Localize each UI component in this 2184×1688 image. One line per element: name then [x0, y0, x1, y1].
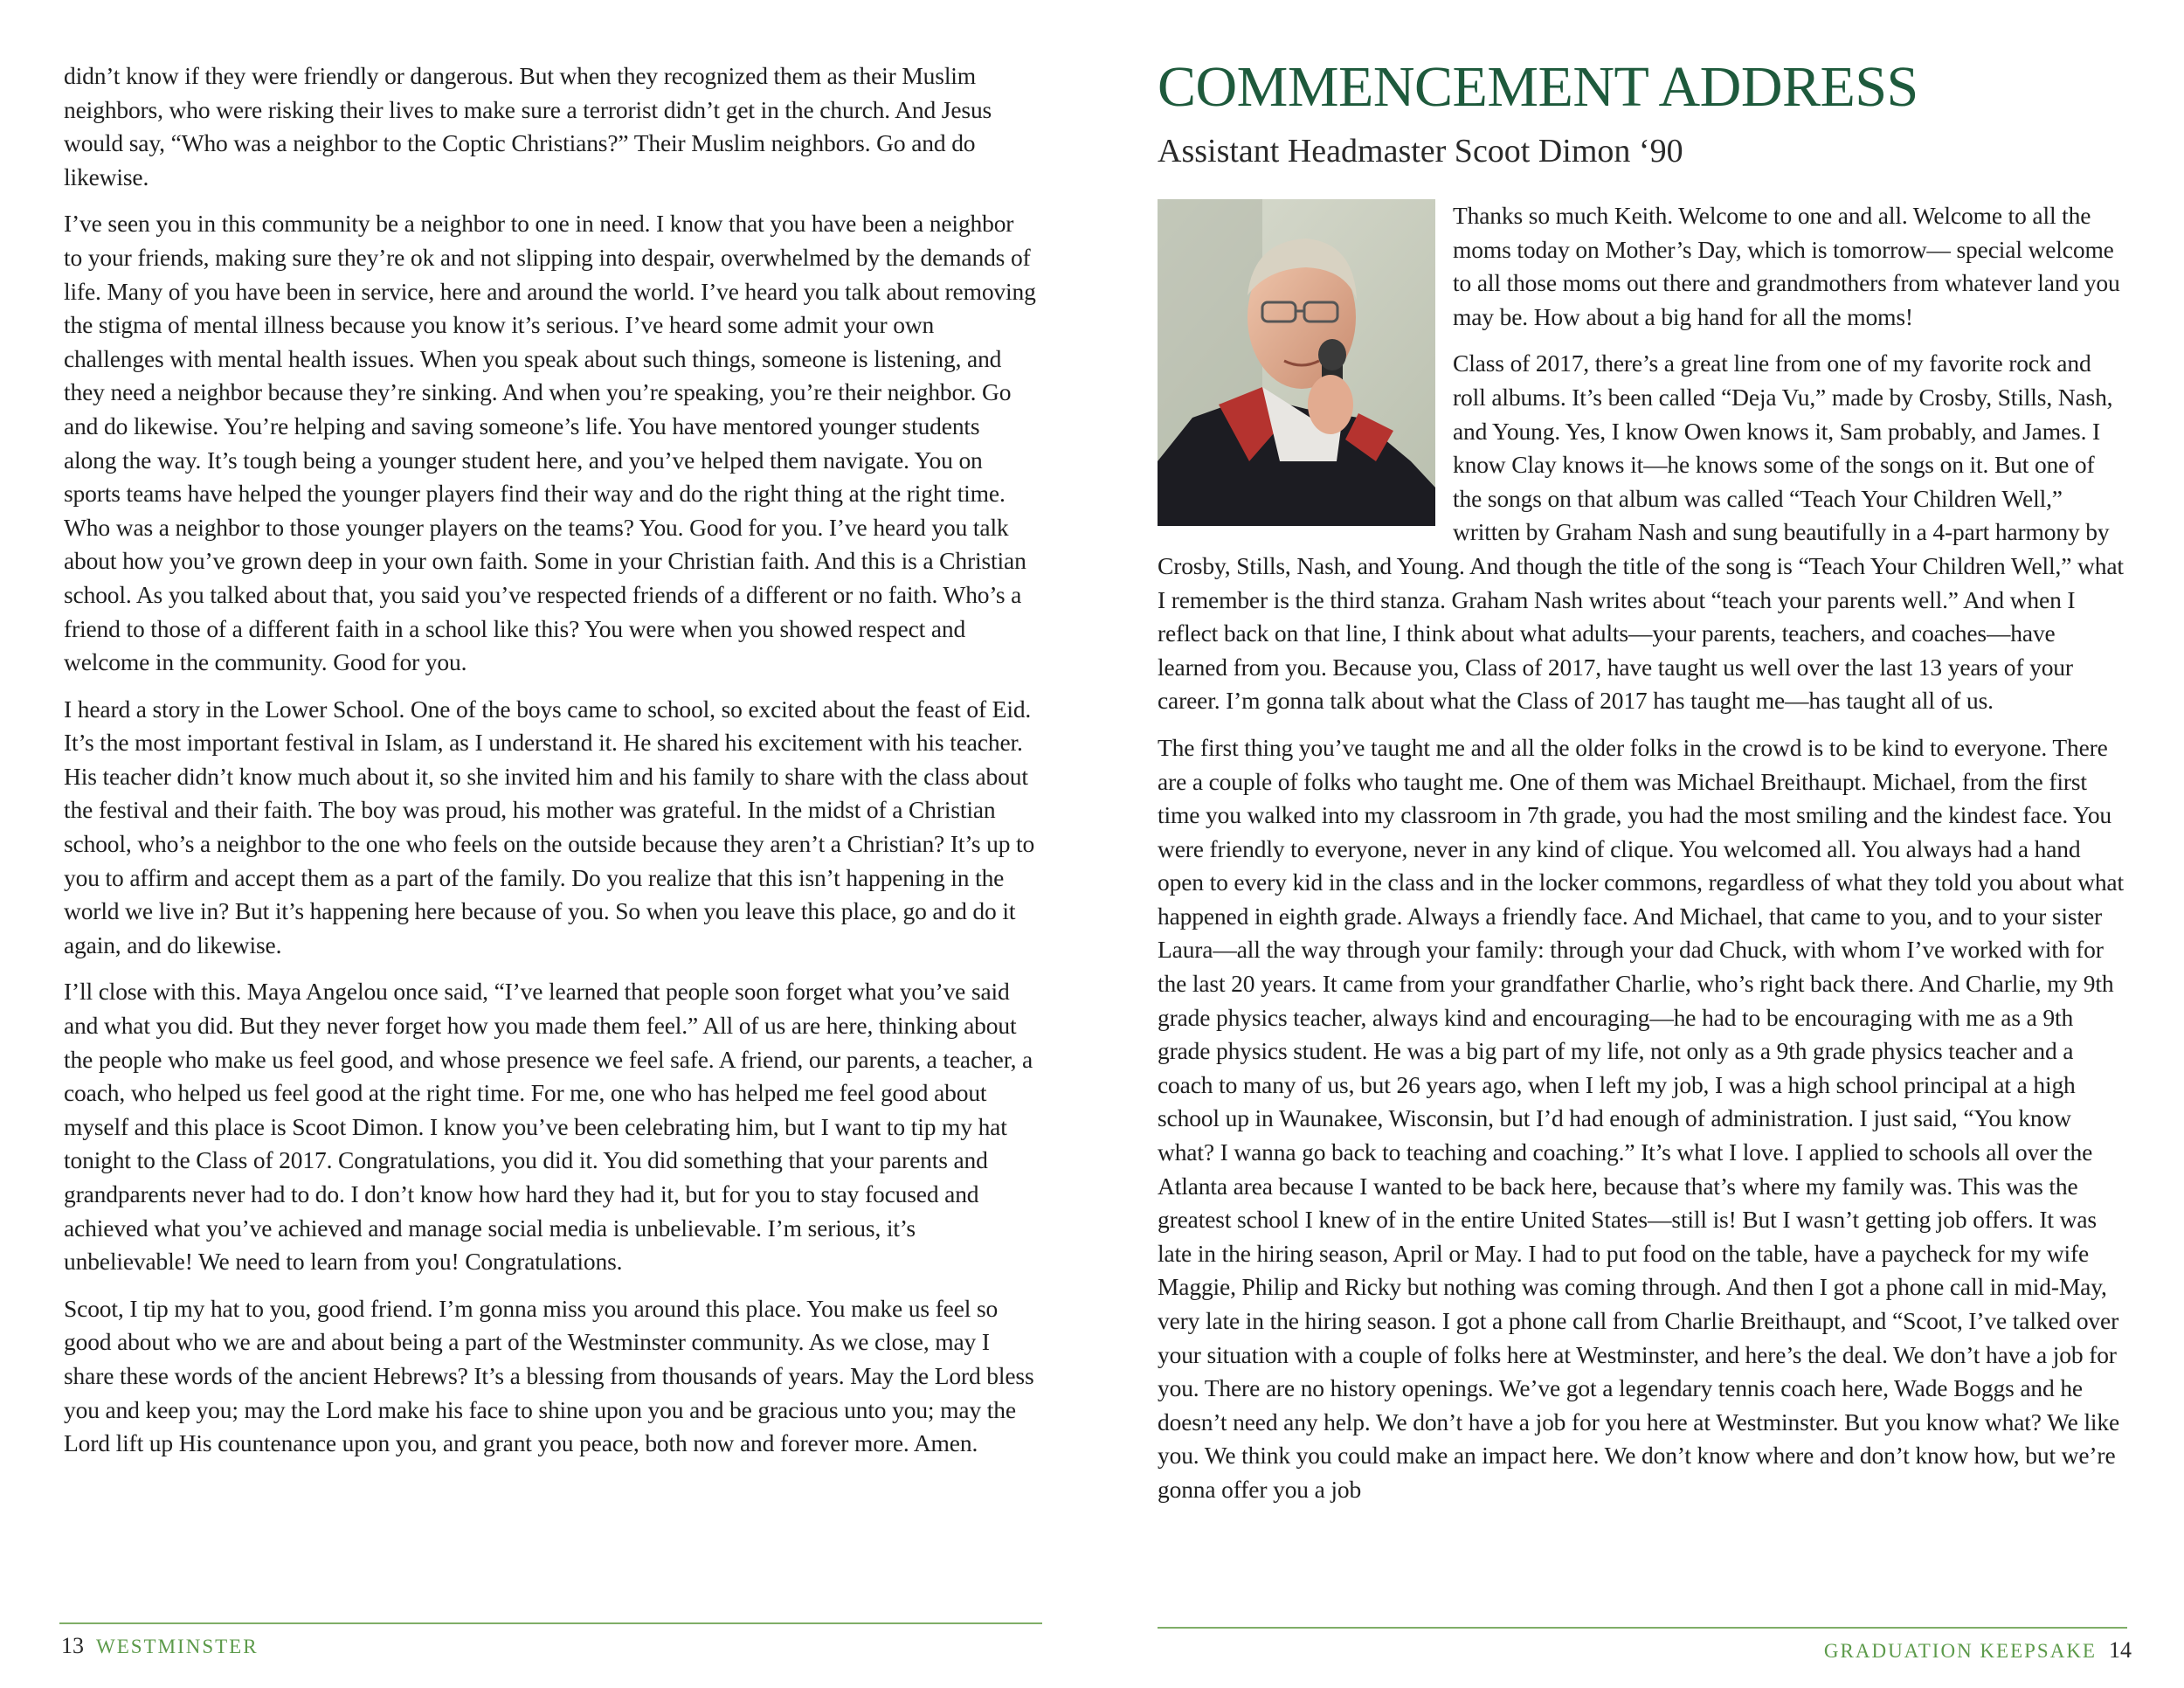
right-footer [1824, 1638, 2132, 1664]
left-footer [61, 1634, 259, 1659]
paragraph: The first thing you’ve taught me and all the older folks in the crowd is to be kind to everyone. There are a couple of folks who taught me. One of them was Michael Breithaupt. Michael, from the first time you walked into my classroom in 7th grade, you had the most smiling and the kindest face. You were friendly to everyone, never in any kind of clique. You welcomed all. You always had a hand open to every kid in the class and in the locker commons, regardless of what they told you about what happened in eighth grade. Always a friendly face. And Michael, that came to you, and to your sister Laura—all the way through your family: through your dad Chuck, with whom I’ve worked with for the last 20 years. It came from your grandfather Charlie, who’s right back there. And Charlie, my 9th grade physics teacher, always kind and encouraging—he had to be encouraging with me as a 9th grade physics student. He was a big part of my life, not only as a 9th grade physics teacher and a coach to many of us, but 26 years ago, when I left my job, I was a high school principal at a high school up in Waunakee, Wisconsin, but I’d had enough of administration. I just said, “You know what? I wanna go back to teaching and coaching.” It’s what I love. I applied to schools all over the Atlanta area because I wanted to be back here, because that’s where my family was. This was the greatest school I knew of in the entire United States—still is! But I wasn’t getting job offers. It was late in the hiring season, April or May. I had to put food on the table, have a paycheck for my wife Maggie, Philip and Ricky but nothing was coming through. And then I got a phone call in mid-May, very late in the hiring season. I got a phone call from Charlie Breithaupt, and “Scoot, I’ve talked over your situation with a couple of folks here at Westminster, and here’s the deal. We don’t have a job for you. There are no history openings. We’ve got a legendary tennis coach here, Wade Boggs and he doesn’t need any help. We don’t have a job for you here at Westminster. But you know what? We like you. We think you could make an impact here. We don’t know where and don’t know how, but we’re gonna offer you a job [1158, 733, 2124, 1503]
left-body-text [64, 59, 1038, 1474]
page-title: COMMENCEMENT ADDRESS [1158, 55, 1918, 119]
paragraph: I’ve seen you in this community be a neighbor to one in need. I know that you have been a neighbor to your friends, making sure they’re ok and not slipping into despair, overwhelmed by the demands of life. Many of you have been in service, here and around the world. I’ve heard you talk about removing the stigma of mental illness because you know it’s serious. I’ve heard some admit your own challenges with mental health issues. When you speak about such things, someone is listening, and they need a neighbor because they’re sinking. And when you’re speaking, you’re their neighbor. Go and do likewise. You’re helping and saving someone’s life. You have mentored younger students along the way. It’s tough being a younger student here, and you’ve helped them navigate. You on sports teams have helped the younger players find their way and do the right thing at the right time. Who was a neighbor to those younger players on the teams? You. Good for you. I’ve heard you talk about how you’ve grown deep in your own faith. Some in your Christian faith. And this is a Christian school. As you talked about that, you said you’ve respected friends of a different or no faith. Who’s a friend to those of a different faith in a school like this? You were when you showed respect and welcome in the community. Good for you. [64, 210, 1036, 676]
paragraph: didn’t know if they were friendly or dangerous. But when they recognized them as their Muslim neighbors, who were risking their lives to make sure a terrorist didn’t get in the church. And Jesus would say, “Who was a neighbor to the Coptic Christians?” Their Muslim neighbors. Go and do likewise. [64, 62, 992, 190]
publication-label: WESTMINSTER [96, 1636, 259, 1657]
paragraph: Scoot, I tip my hat to you, good friend. I’m gonna miss you around this place. You make us feel so good about who we are and about being a part of the Westminster community. As we close, may I share these words of the ancient Hebrews? It’s a blessing from thousands of years. May the Lord bless you and keep you; may the Lord make his face to shine upon you and be gracious unto you; may the Lord lift up His countenance upon you, and grant you peace, both now and forever more. Amen. [64, 1294, 1034, 1457]
page-subtitle: Assistant Headmaster Scoot Dimon ‘90 [1158, 133, 1683, 169]
footer-divider [1158, 1627, 2127, 1629]
right-page [1092, 0, 2184, 1688]
publication-label: GRADUATION KEEPSAKE [1823, 1640, 2097, 1662]
speaker-portrait-image [1158, 199, 1435, 526]
page-number: 13 [61, 1633, 84, 1658]
speaker-photo [1158, 199, 1435, 526]
paragraph: Thanks so much Keith. Welcome to one and all. Welcome to all the moms today on Mother’s Day, which is tomorrow— special welcome to all those moms out there and grandmothers from whatever land you may be. How about a big hand for all the moms! [1453, 202, 2120, 330]
paragraph: Class of 2017, there’s a great line from one of my favorite rock and roll albums. It’s been called “Deja Vu,” made by Crosby, Stills, Nash, and Young. Yes, I know Owen knows it, Sam probably, and James. I know Clay knows it—he knows some of the songs on it. But one of the songs on that album was called “Teach Your Children Well,” written by Graham Nash and sung beautifully in a 4-part harmony by Crosby, Stills, Nash, and Young. And though the title of the song is “Teach Your Children Well,” what I remember is the third stanza. Graham Nash writes about “teach your parents well.” And when I reflect back on that line, I think about what adults—your parents, teachers, and coaches—have learned from you. Because you, Class of 2017, have taught us well over the last 13 years of your career. I’m gonna talk about what the Class of 2017 has taught me—has taught all of us. [1158, 349, 2124, 715]
page-number: 14 [2109, 1637, 2132, 1663]
paragraph: I heard a story in the Lower School. One of the boys came to school, so excited about the feast of Eid. It’s the most important festival in Islam, as I understand it. He shared his excitement with his teacher. His teacher didn’t know much about it, so she invited him and his family to share with the class about the festival and their faith. The boy was proud, his mother was grateful. In the midst of a Christian school, who’s a neighbor to the one who feels on the outside because they aren’t a Christian? It’s up to you to affirm and accept them as a part of the family. Do you realize that this isn’t happening in the world we live in? But it’s happening here because of you. So when you leave this place, go and do it again, and do likewise. [64, 695, 1035, 958]
right-body-text [1158, 199, 2127, 1520]
footer-divider [59, 1622, 1042, 1624]
paragraph: I’ll close with this. Maya Angelou once said, “I’ve learned that people soon forget what you’ve said and what you did. But they never forget how you made them feel.” All of us are here, thinking about the people who make us feel good, and whose presence we feel safe. A friend, our parents, a teacher, a coach, who helped us feel good at the right time. For me, one who has helped me feel good about myself and this place is Scoot Dimon. I know you’ve been celebrating him, but I want to tip my hat tonight to the Class of 2017. Congratulations, you did it. You did something that your parents and grandparents never had to do. I don’t know how hard they had it, but for you to stay focused and achieved what you’ve achieved and manage social media is unbelievable. I’m serious, it’s unbelievable! We need to learn from you! Congratulations. [64, 978, 1033, 1276]
